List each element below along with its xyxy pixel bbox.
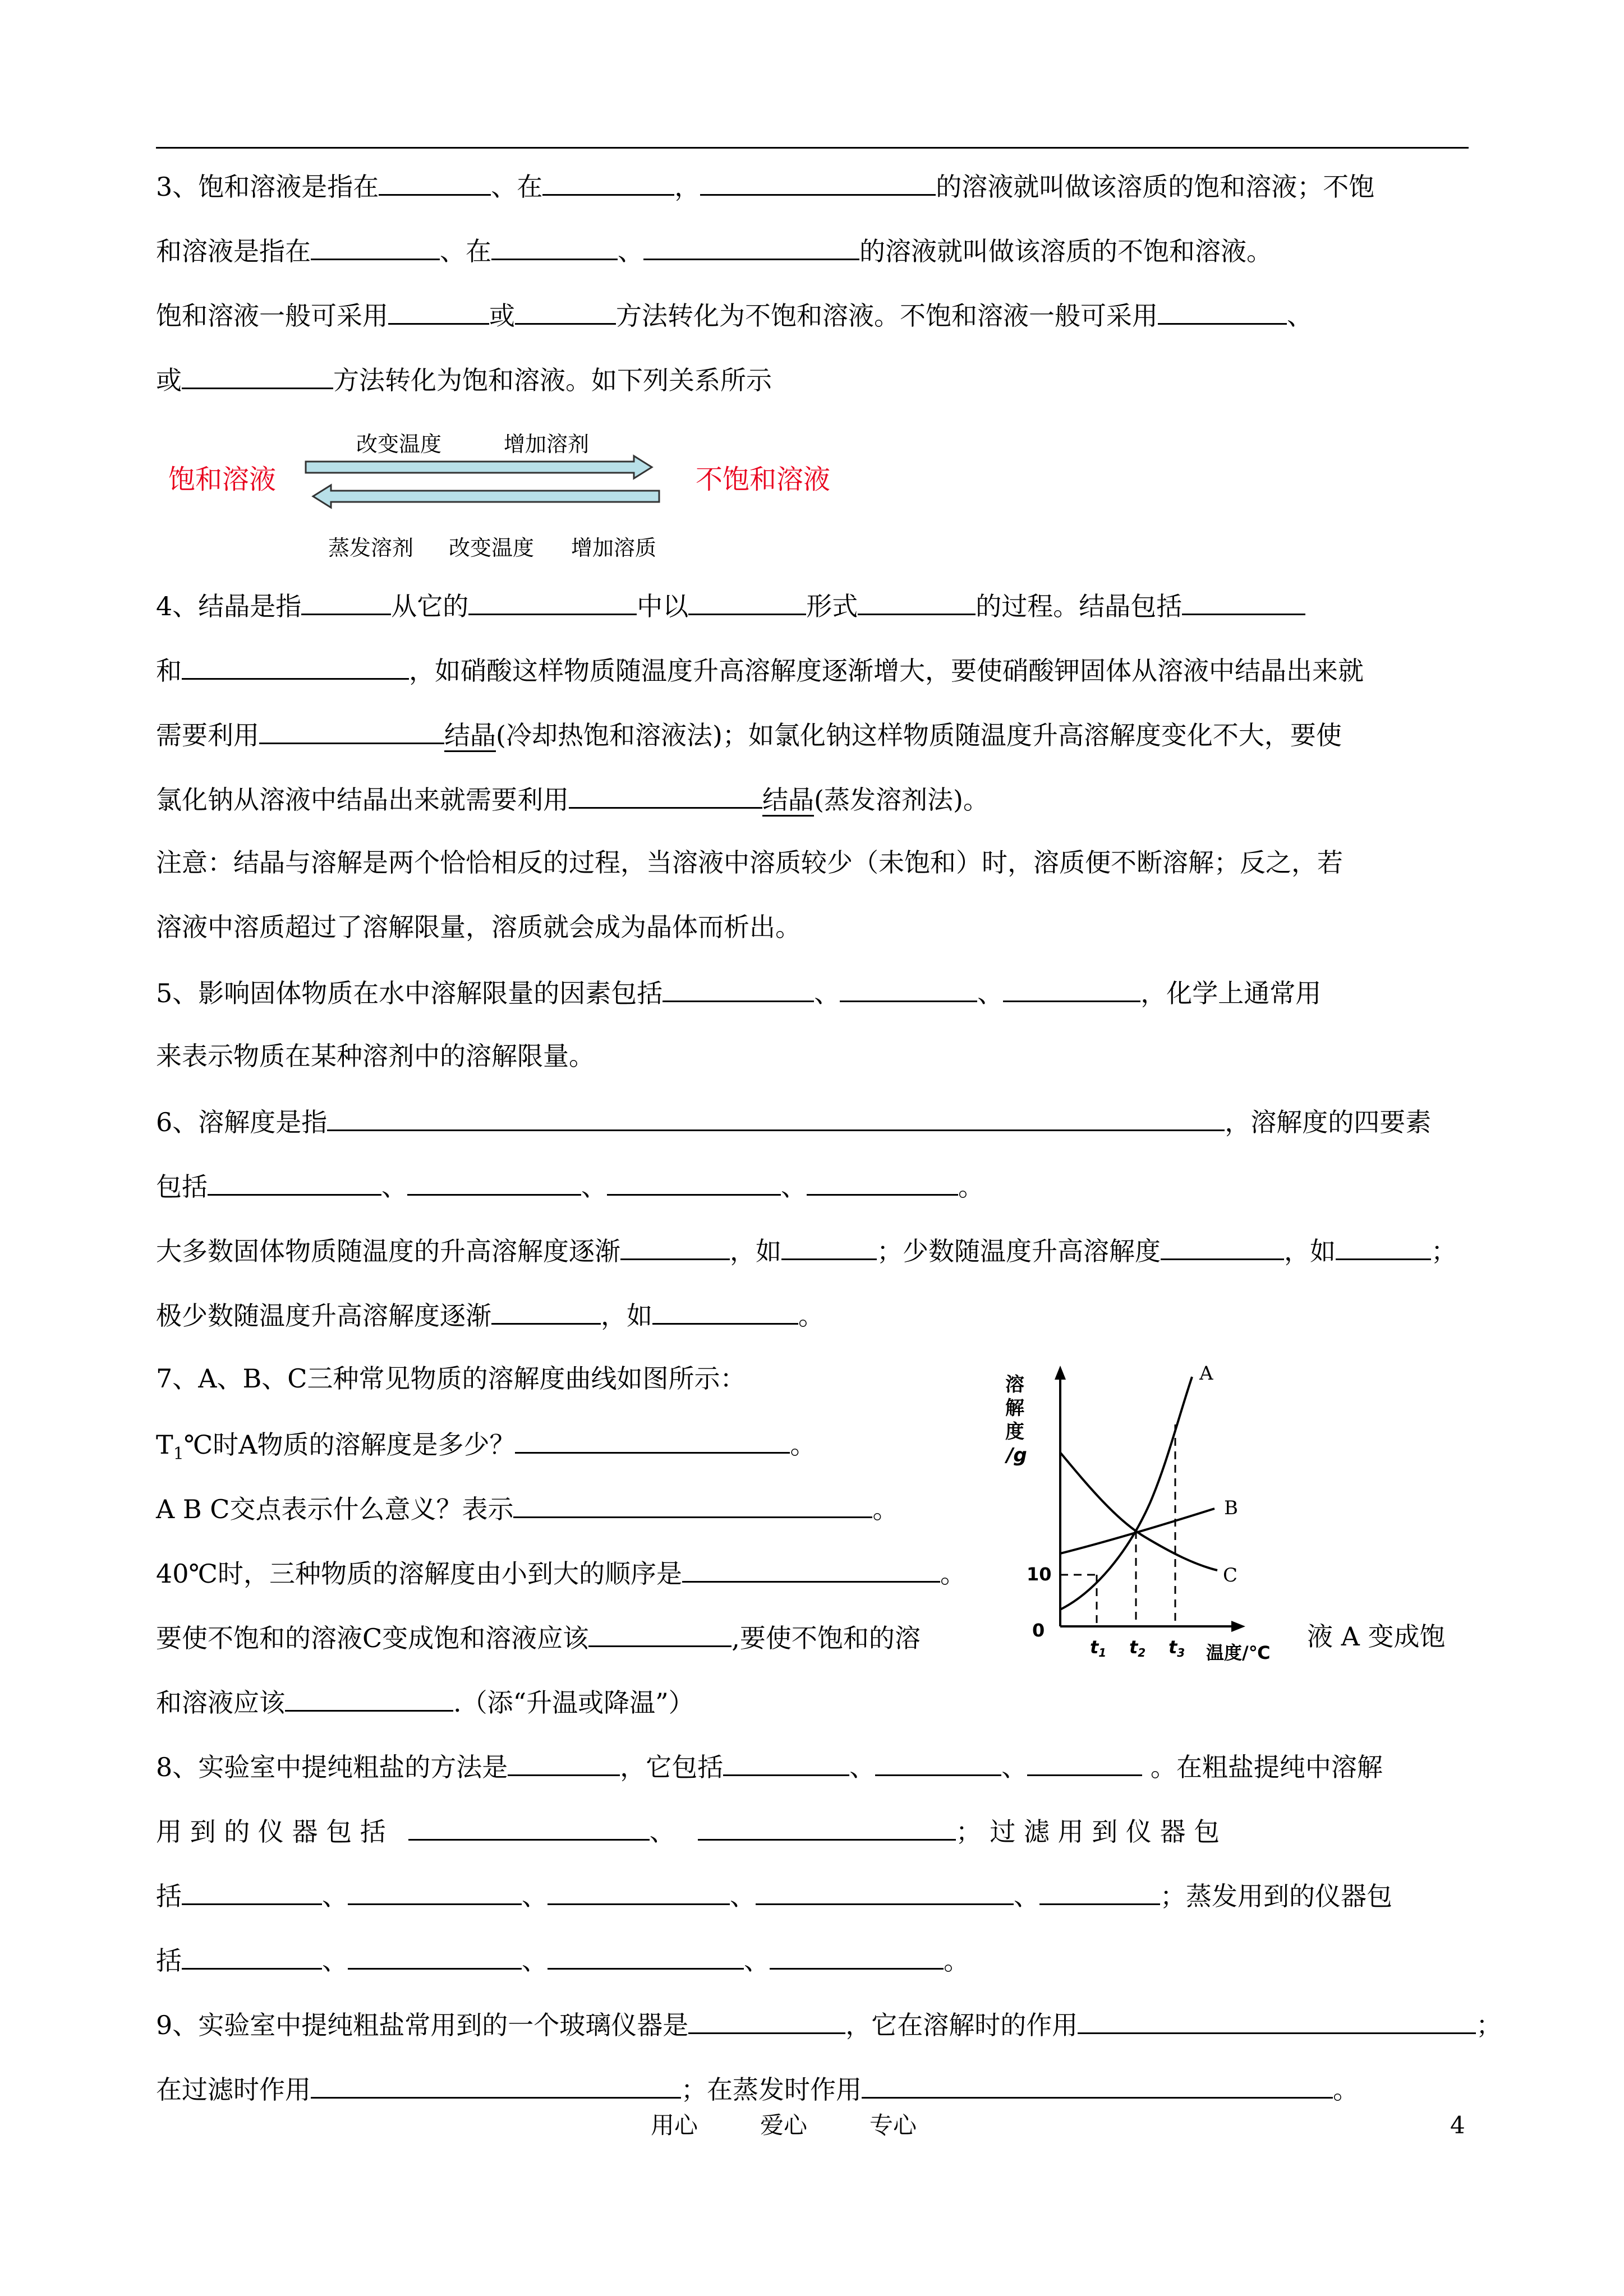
q4-line3: 需要利用 结晶(冷却热饱和溶液法)；如氯化钠这样物质随温度升高溶解度变化不大，要使	[156, 717, 1342, 752]
blank[interactable]	[756, 1878, 1014, 1905]
blank[interactable]	[1336, 1233, 1431, 1260]
series-label-a: A	[1199, 1363, 1213, 1385]
blank[interactable]	[698, 1813, 956, 1841]
blank[interactable]	[388, 297, 489, 325]
q9-line1: 9、实验室中提纯粗盐常用到的一个玻璃仪器是 ，它在溶解时的作用 ；	[156, 2007, 1502, 2042]
q7-line5: 要使不饱和的溶液C变成饱和溶液应该 ,要使不饱和的溶	[156, 1620, 921, 1655]
footer-motto-1: 用心	[651, 2111, 698, 2139]
series-label-b: B	[1224, 1497, 1238, 1519]
blank[interactable]	[652, 1297, 798, 1325]
q3-line3: 饱和溶液一般可采用 或 方法转化为不饱和溶液。不饱和溶液一般可采用 、	[156, 297, 1313, 333]
blank[interactable]	[301, 588, 391, 615]
q7-line5-tail: 液 A 变成饱	[1307, 1621, 1446, 1652]
blank[interactable]	[588, 1620, 732, 1647]
origin-label: 0	[1032, 1620, 1045, 1641]
blank[interactable]	[620, 1233, 730, 1260]
blank[interactable]	[875, 1749, 1001, 1776]
q7-line6: 和溶液应该 .（添“升温或降温”）	[156, 1684, 694, 1719]
blank[interactable]	[408, 1813, 650, 1841]
blank[interactable]	[508, 1749, 620, 1776]
blank[interactable]	[379, 168, 491, 196]
x-axis-arrow-icon	[1231, 1621, 1245, 1632]
blank[interactable]	[700, 168, 936, 196]
diagram-bottom-label-3: 增加溶质	[571, 536, 657, 560]
blank[interactable]	[1182, 588, 1305, 615]
footer-motto-2: 爱心	[760, 2111, 808, 2139]
blank[interactable]	[259, 717, 444, 744]
blank[interactable]	[862, 2071, 1333, 2099]
blank[interactable]	[548, 1942, 744, 1970]
q7-line3: A B C交点表示什么意义？表示 。	[156, 1491, 898, 1526]
blank[interactable]	[468, 588, 637, 615]
blank[interactable]	[515, 297, 616, 325]
q5-line2: 来表示物质在某种溶剂中的溶解限量。	[156, 1041, 595, 1071]
q5-line1: 5、影响固体物质在水中溶解限量的因素包括 、 、 ，化学上通常用	[156, 975, 1321, 1010]
blank[interactable]	[327, 1104, 1225, 1131]
blank[interactable]	[807, 1168, 958, 1196]
q4-line1: 4、结晶是指 从它的 中以 形式 的过程。结晶包括	[156, 588, 1305, 623]
blank[interactable]	[491, 1297, 601, 1325]
blank[interactable]	[348, 1878, 522, 1905]
blank[interactable]	[663, 975, 814, 1002]
y-axis-arrow-icon	[1055, 1366, 1066, 1380]
y-label-char: 解	[1005, 1397, 1024, 1419]
diagram-saturated-label: 饱和溶液	[168, 464, 277, 495]
y-tick-label: 10	[1027, 1564, 1052, 1585]
x-label: 温度/℃	[1206, 1642, 1271, 1663]
solubility-chart	[999, 1363, 1301, 1677]
blank[interactable]	[781, 1233, 877, 1260]
q7-line4: 40℃时，三种物质的溶解度由小到大的顺序是 。	[156, 1555, 966, 1590]
arrow-left-icon	[313, 485, 659, 508]
q3-line4: 或 方法转化为饱和溶液。如下列关系所示	[156, 362, 772, 397]
blank[interactable]	[840, 975, 977, 1002]
q8-line3: 括 、 、 、 、 ；蒸发用到的仪器包	[156, 1878, 1392, 1913]
q4-note-line2: 溶液中溶质超过了溶解限量，溶质就会成为晶体而析出。	[156, 912, 801, 942]
diagram-top-label-1: 改变温度	[356, 432, 442, 457]
blank[interactable]	[542, 168, 674, 196]
blank[interactable]	[491, 233, 618, 260]
q6-line4: 极少数随温度升高溶解度逐渐 ，如 。	[156, 1297, 824, 1333]
blank[interactable]	[182, 1942, 322, 1970]
x-tick-t1: t1	[1090, 1636, 1107, 1659]
diagram-top-label-2: 增加溶剂	[504, 432, 590, 457]
blank[interactable]	[1161, 1233, 1284, 1260]
blank[interactable]	[311, 233, 440, 260]
diagram-unsaturated-label: 不饱和溶液	[696, 464, 831, 495]
q8-line4: 括 、 、 、 。	[156, 1942, 969, 1977]
blank[interactable]	[569, 781, 762, 809]
blank[interactable]	[643, 233, 859, 260]
q6-line3: 大多数固体物质随温度的升高溶解度逐渐 ，如 ；少数随温度升高溶解度 ，如 ；	[156, 1233, 1457, 1268]
diagram-bottom-label-1: 蒸发溶剂	[328, 536, 414, 560]
blank[interactable]	[1003, 975, 1140, 1002]
blank[interactable]	[607, 1168, 781, 1196]
y-label-char: 溶	[1005, 1373, 1024, 1396]
curve-c	[1060, 1453, 1217, 1570]
blank[interactable]	[208, 1168, 381, 1196]
conversion-arrows	[303, 451, 662, 513]
x-tick-t2: t2	[1129, 1636, 1146, 1659]
blank[interactable]	[1027, 1749, 1142, 1776]
blank[interactable]	[723, 1749, 849, 1776]
q7-line1: 7、A、B、C三种常见物质的溶解度曲线如图所示：	[156, 1363, 746, 1394]
blank[interactable]	[182, 362, 333, 389]
q8-line1: 8、实验室中提纯粗盐的方法是 ，它包括 、 、 。在粗盐提纯中溶解	[156, 1749, 1383, 1784]
q7-line2: $T_1℃$时A物质的溶解度是多少？ 。	[156, 1426, 816, 1471]
q9-line2: 在过滤时作用 ；在蒸发时作用 。	[156, 2071, 1359, 2106]
series-label-c: C	[1223, 1564, 1238, 1587]
blank[interactable]	[515, 1426, 790, 1454]
q4-line2: 和 ，如硝酸这样物质随温度升高溶解度逐渐增大，要使硝酸钾固体从溶液中结晶出来就	[156, 652, 1364, 688]
blank[interactable]	[348, 1942, 522, 1970]
blank[interactable]	[182, 1878, 322, 1905]
blank[interactable]	[513, 1491, 872, 1518]
blank[interactable]	[182, 652, 409, 680]
footer-motto-3: 专心	[869, 2111, 917, 2139]
blank[interactable]	[407, 1168, 581, 1196]
q3-line1: 3、饱和溶液是指在 、在 ， 的溶液就叫做该溶质的饱和溶液；不饱	[156, 168, 1374, 204]
x-tick-t3: t3	[1168, 1636, 1185, 1659]
q4-note-line1: 注意：结晶与溶解是两个恰恰相反的过程，当溶液中溶质较少（未饱和）时，溶质便不断溶解；反之，若	[156, 847, 1343, 878]
y-label-char: 度	[1005, 1421, 1024, 1443]
diagram-bottom-label-2: 改变温度	[449, 536, 535, 560]
q6-line2: 包括 、 、 、 。	[156, 1168, 984, 1204]
header-rule	[156, 147, 1469, 149]
q4-line4: 氯化钠从溶液中结晶出来就需要利用 结晶(蒸发溶剂法)。	[156, 781, 989, 817]
blank[interactable]	[285, 1684, 453, 1712]
blank[interactable]	[682, 1555, 940, 1583]
q8-line2: 用 到 的 仪 器 包 括 、 ； 过 滤 用 到 仪 器 包	[156, 1813, 1220, 1848]
blank[interactable]	[548, 1878, 730, 1905]
blank[interactable]	[688, 2007, 845, 2034]
blank[interactable]	[770, 1942, 944, 1970]
arrow-right-icon	[306, 456, 652, 478]
blank[interactable]	[858, 588, 976, 615]
blank[interactable]	[1078, 2007, 1476, 2034]
q6-line1: 6、溶解度是指 ，溶解度的四要素	[156, 1104, 1431, 1139]
blank[interactable]	[1158, 297, 1287, 325]
blank[interactable]	[311, 2071, 681, 2099]
blank[interactable]	[1039, 1878, 1160, 1905]
blank[interactable]	[688, 588, 806, 615]
q3-line2: 和溶液是指在 、在 、 的溶液就叫做该溶质的不饱和溶液。	[156, 233, 1272, 268]
y-label-char: /g	[1006, 1444, 1027, 1467]
page-number: 4	[1450, 2111, 1465, 2139]
